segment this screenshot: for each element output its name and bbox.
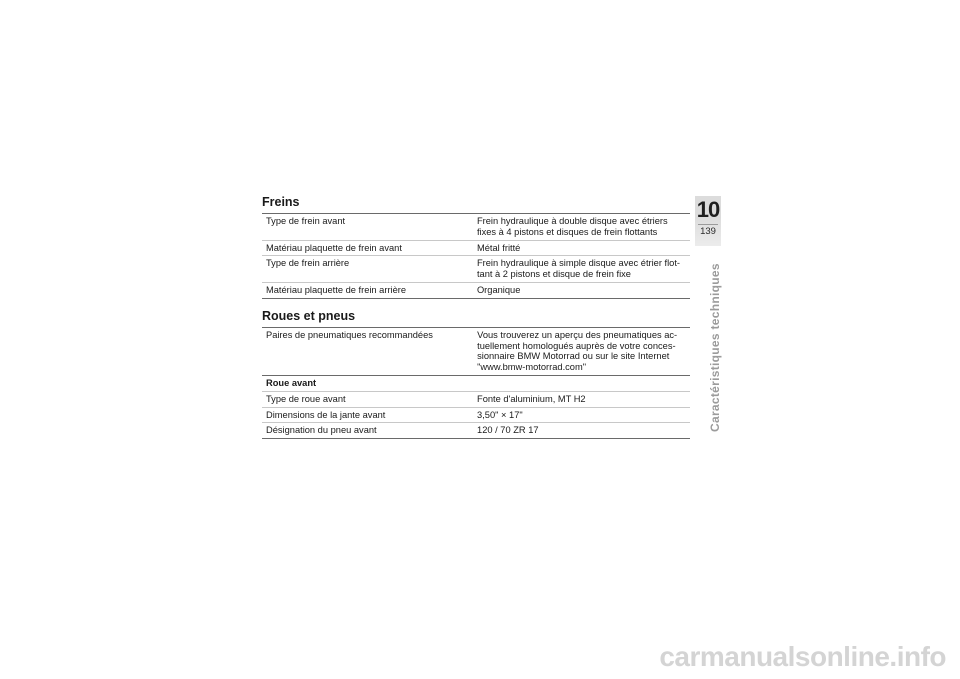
freins-table	[262, 213, 690, 299]
page-content	[262, 195, 690, 439]
section-title-roues: Roues et pneus	[262, 308, 356, 323]
row-value: 3,50" × 17"	[473, 407, 690, 423]
roue-avant-table	[262, 375, 690, 439]
row-value: Métal fritté	[473, 240, 690, 256]
row-value: Organique	[476, 284, 521, 295]
chapter-tab	[695, 196, 721, 246]
row-value: Fonte d'aluminium, MT H2	[473, 391, 690, 407]
chapter-title-vertical: Caractéristiques techniques	[708, 263, 722, 432]
row-label: Matériau plaquette de frein arrière	[266, 284, 407, 295]
table-row	[262, 240, 690, 256]
table-row	[262, 391, 690, 407]
chapter-number: 10	[696, 197, 720, 222]
table-row	[262, 407, 690, 423]
table-row	[262, 327, 690, 375]
watermark: carmanualsonline.info	[659, 641, 946, 672]
tab-divider	[698, 224, 718, 225]
row-label: Matériau plaquette de frein avant	[262, 240, 473, 256]
row-label: Dimensions de la jante avant	[262, 407, 473, 423]
row-label: Type de frein avant	[262, 214, 473, 241]
row-value: Frein hydraulique à double disque avec étriers fixes à 4 pistons et disques de frein flottants	[473, 214, 690, 241]
table-row	[262, 214, 690, 241]
row-label: Désignation du pneu avant	[266, 425, 377, 436]
row-value: Frein hydraulique à simple disque avec étrier flot-tant à 2 pistons et disque de frein fixe	[473, 256, 690, 283]
row-value: 120 / 70 ZR 17	[477, 425, 539, 436]
row-label: Type de roue avant	[262, 391, 473, 407]
table-row	[262, 423, 690, 439]
page-number: 139	[700, 226, 716, 237]
section-title-freins: Freins	[262, 195, 300, 209]
roues-table	[262, 327, 690, 375]
table-row	[262, 256, 690, 283]
subsection-heading: Roue avant	[262, 375, 690, 391]
table-row	[262, 282, 690, 298]
row-value: Vous trouverez un aperçu des pneumatiques ac-tuellement homologués auprès de votre conces-sionnaire BMW Motorrad ou sur le site Internet "www.bmw-motorrad.com"	[477, 329, 678, 373]
row-label: Paires de pneumatiques recommandées	[266, 329, 433, 340]
subsection-heading-row	[262, 375, 690, 391]
row-label: Type de frein arrière	[262, 256, 473, 283]
